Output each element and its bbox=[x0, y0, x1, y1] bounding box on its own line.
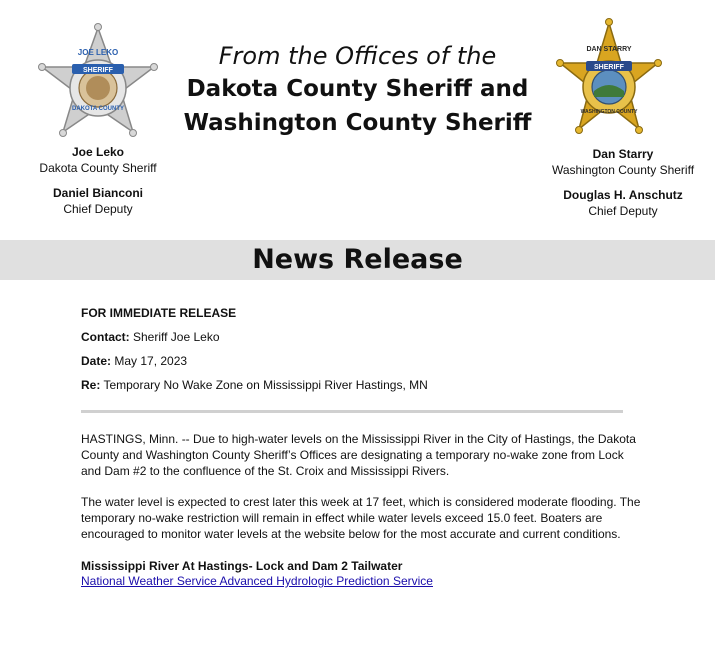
badge-banner-text: SHERIFF bbox=[83, 67, 113, 74]
date-value: May 17, 2023 bbox=[111, 354, 188, 368]
letterhead-line-2: Dakota County Sheriff and bbox=[186, 76, 529, 102]
washington-officials-block bbox=[540, 146, 706, 219]
section-divider bbox=[81, 410, 623, 413]
nws-link-row bbox=[81, 573, 641, 589]
contact-line bbox=[81, 329, 220, 345]
gauge-heading: Mississippi River At Hastings- Lock and Dam 2 Tailwater bbox=[81, 559, 403, 573]
washington-county-sheriff-badge-icon bbox=[556, 17, 662, 145]
letterhead-title bbox=[150, 40, 565, 140]
badge-county-text: WASHINGTON COUNTY bbox=[580, 109, 638, 115]
subject-line bbox=[81, 377, 428, 393]
news-release-title: News Release bbox=[252, 244, 463, 275]
official-name: Joe Leko bbox=[71, 145, 125, 159]
release-line bbox=[81, 305, 236, 321]
official-title: Washington County Sheriff bbox=[551, 163, 695, 177]
body-paragraph-2: The water level is expected to crest later this week at 17 feet, which is considered moderate flooding. The temporary no-wake restriction will remain in effect while water levels exceed 15.0 feet. Boaters are encouraged to monitor water levels at the website below for the most accurate and current conditions. bbox=[81, 495, 641, 541]
dakota-officials-block bbox=[18, 144, 178, 217]
dakota-county-sheriff-badge-icon bbox=[36, 22, 160, 146]
date-line bbox=[81, 353, 187, 369]
subject-value: Temporary No Wake Zone on Mississippi River Hastings, MN bbox=[100, 378, 428, 392]
contact-label: Contact: bbox=[81, 330, 130, 344]
official-name: Douglas H. Anschutz bbox=[563, 188, 683, 202]
nws-ahps-link[interactable]: National Weather Service Advanced Hydrologic Prediction Service bbox=[81, 574, 433, 588]
official-title: Chief Deputy bbox=[63, 202, 133, 216]
release-label: FOR IMMEDIATE RELEASE bbox=[81, 306, 237, 320]
badge-county-text: DAKOTA COUNTY bbox=[72, 106, 124, 112]
official-name: Daniel Bianconi bbox=[52, 186, 144, 200]
contact-value: Sheriff Joe Leko bbox=[129, 330, 220, 344]
badge-name-text: JOE LEKO bbox=[77, 48, 119, 57]
body-paragraph-1: HASTINGS, Minn. -- Due to high-water levels on the Mississippi River in the City of Hastings, the Dakota County and Washington County Sheriff’s Offices are designating a temporary no-wake zone from Lock and Dam #2 to the confluence of the St. Croix and Mississippi Rivers. bbox=[81, 432, 636, 478]
official-title: Dakota County Sheriff bbox=[39, 161, 157, 175]
letterhead-line-3: Washington County Sheriff bbox=[183, 110, 532, 136]
subject-label: Re: bbox=[81, 378, 101, 392]
badge-name-text: DAN STARRY bbox=[586, 46, 632, 53]
official-name: Dan Starry bbox=[592, 147, 654, 161]
official-title: Chief Deputy bbox=[588, 204, 658, 218]
date-label: Date: bbox=[81, 354, 112, 368]
badge-banner-text: SHERIFF bbox=[594, 64, 624, 71]
letterhead-line-1: From the Offices of the bbox=[218, 42, 497, 70]
news-release-banner bbox=[0, 240, 715, 280]
